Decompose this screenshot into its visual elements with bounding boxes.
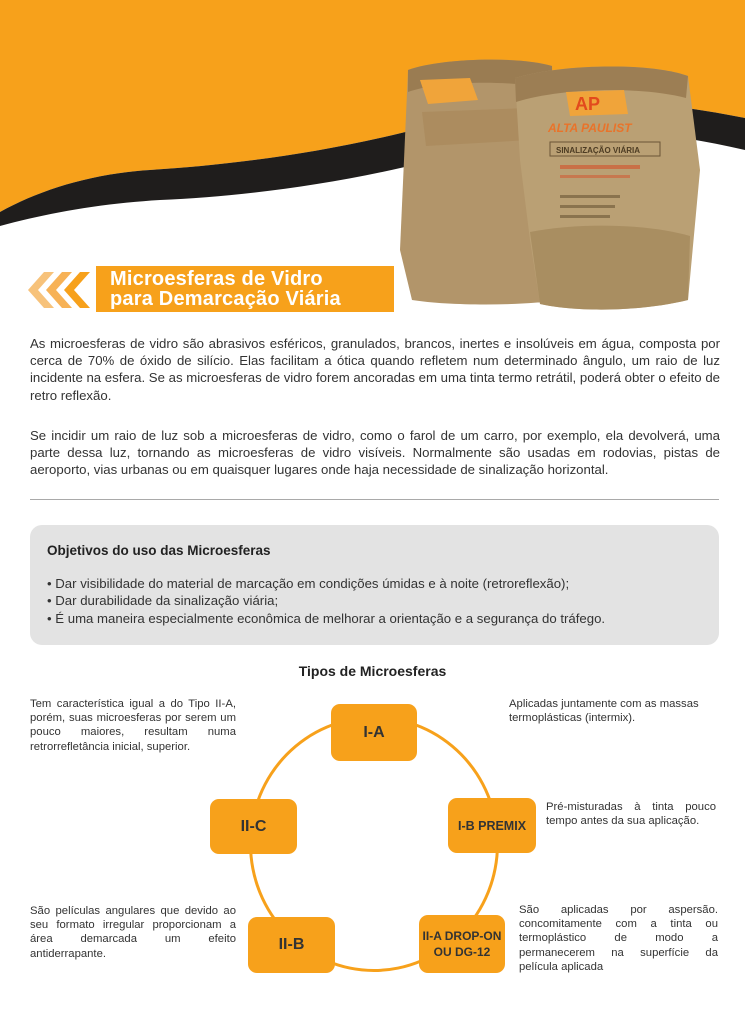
bag-label: SINALIZAÇÃO VIÁRIA xyxy=(556,146,640,155)
objective-item: • É uma maneira especialmente econômica de melhorar a orientação e a segurança do tráfego. xyxy=(47,610,606,626)
type-ia-label: I-A xyxy=(363,723,385,741)
type-iic-description: Tem característica igual a do Tipo II-A, porém, suas microesferas por serem um pouco maiores, resultam numa retrorrefletância inicial, superior. xyxy=(30,698,236,753)
objective-item: • Dar durabilidade da sinalização viária; xyxy=(47,593,279,609)
type-iia-description: São aplicadas por aspersão. concomitamente com a tinta ou termoplástico de modo a permanecerem na superfície da película aplicada xyxy=(519,904,718,973)
page-title-line1: Microesferas de Vidro xyxy=(110,268,323,290)
type-iia-label-line2: OU DG-12 xyxy=(433,945,491,959)
chevron-icon xyxy=(24,268,98,312)
type-iib-label: II-B xyxy=(278,936,305,953)
intro-paragraph-2: Se incidir um raio de luz sob a microesferas de vidro, como o farol de um carro, por exemplo, ela devolverá, uma parte dessa luz, tornando as microesferas de vidro visíveis. Normalmente são usadas em rodovias, pistas de aeroporto, vias urbanas ou em quaisquer lugares onde haja necessidade de sinalização horizontal. xyxy=(30,428,720,478)
type-iia-box xyxy=(419,915,505,973)
type-ib-description: Pré-misturadas à tinta pouco tempo antes da sua aplicação. xyxy=(546,801,716,828)
type-iic-label: II-C xyxy=(240,817,267,835)
brand-logo: AP xyxy=(575,94,601,114)
type-iic-box xyxy=(210,799,297,854)
type-iib-description: São películas angulares que devido ao seu formato irregular proporcionam a área demarcada um efeito antiderrapante. xyxy=(30,905,236,960)
type-ia-box xyxy=(331,704,417,761)
brand-name: ALTA PAULIST xyxy=(548,121,632,135)
objectives-title: Objetivos do uso das Microesferas xyxy=(47,543,271,558)
intro-paragraph-1: As microesferas de vidro são abrasivos esféricos, granulados, brancos, inertes e insolúveis em água, composta por cerca de 70% de óxido de silício. Elas facilitam a ótica quando refletem num determinado ângulo, um raio de luz incidente na esfera. Se as microesferas de vidro forem ancoradas em uma tinta termo retrátil, poderá obter o efeito de retro reflexão. xyxy=(30,336,720,403)
types-title: Tipos de Microesferas xyxy=(298,663,447,679)
product-bag-front xyxy=(515,66,700,309)
page-title-line2: para Demarcação Viária xyxy=(110,288,341,310)
type-ib-box xyxy=(448,798,536,853)
objective-item: • Dar visibilidade do material de marcação em condições úmidas e à noite (retroreflexão); xyxy=(47,576,570,591)
objectives-list xyxy=(47,575,605,627)
type-ib-label: I-B PREMIX xyxy=(457,818,527,833)
type-iib-box xyxy=(248,917,335,973)
divider xyxy=(30,499,719,500)
type-iia-label-line1: II-A DROP-ON xyxy=(422,929,502,943)
type-ia-description: Aplicadas juntamente com as massas termoplásticas (intermix). xyxy=(509,698,699,725)
